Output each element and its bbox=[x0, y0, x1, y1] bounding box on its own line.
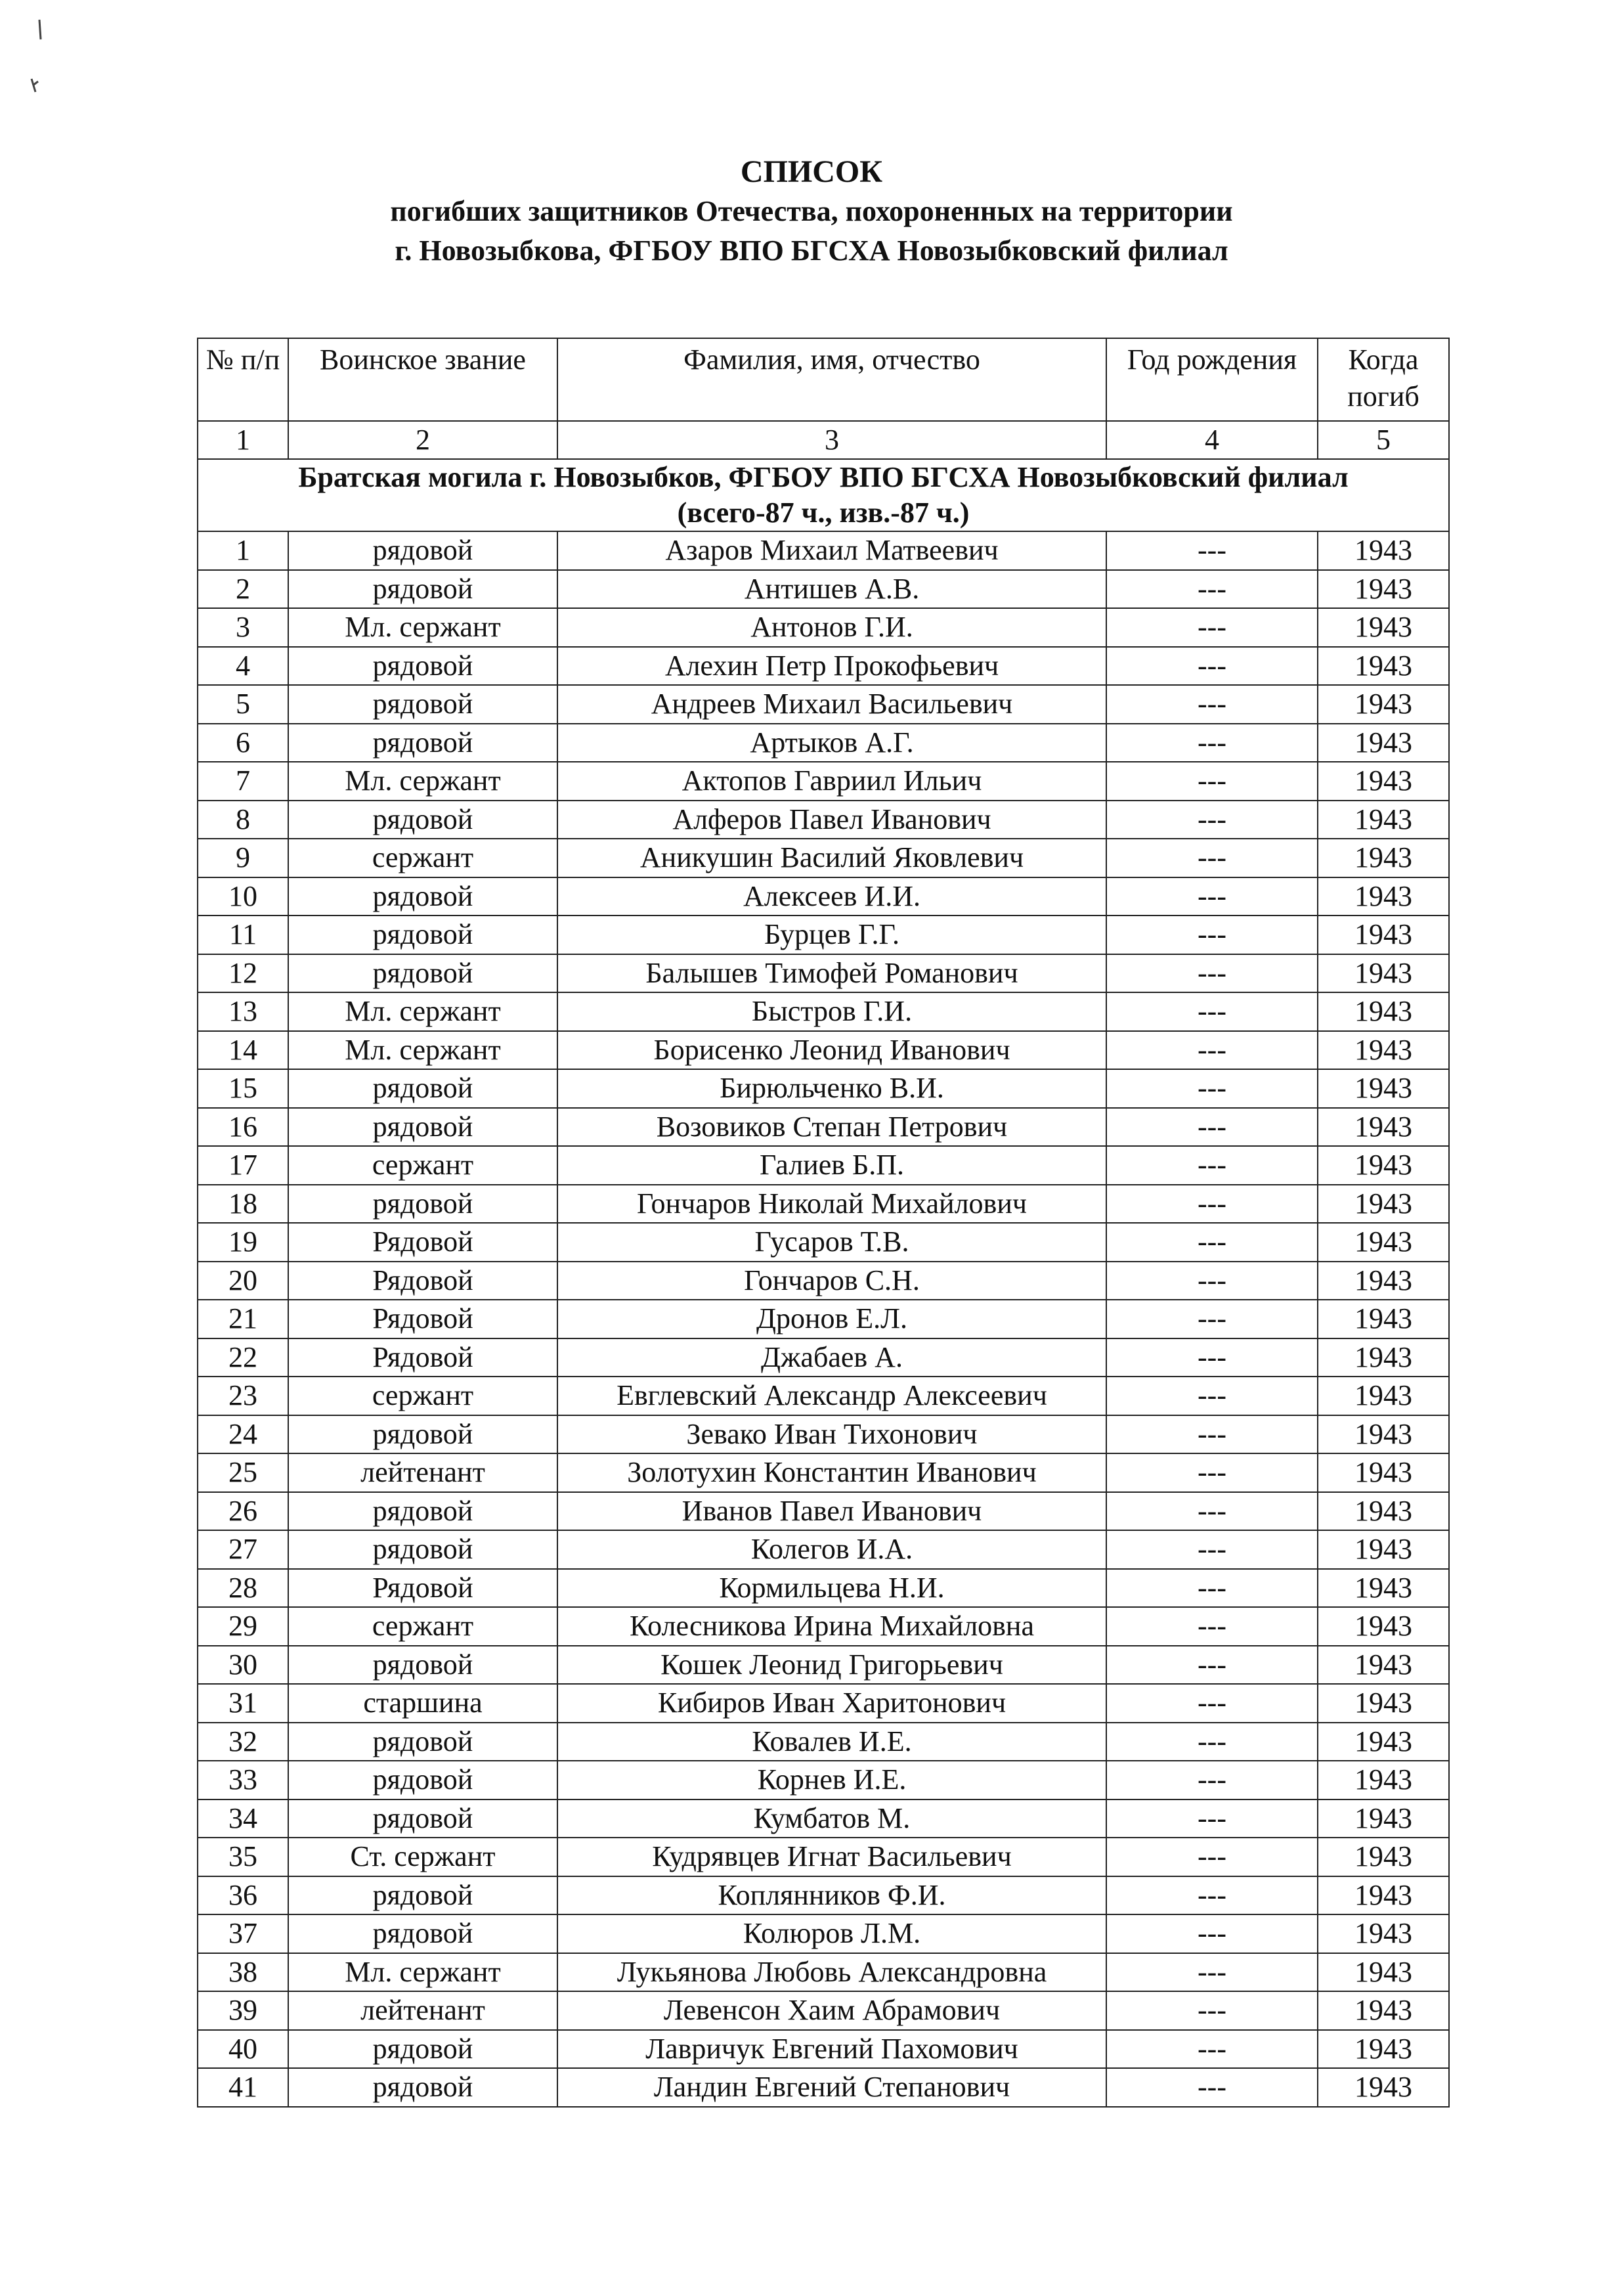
row-birth-year: --- bbox=[1106, 1799, 1318, 1838]
table-row bbox=[198, 1799, 1449, 1838]
row-birth-year: --- bbox=[1106, 1262, 1318, 1300]
row-full-name: Бирюльченко В.И. bbox=[557, 1069, 1106, 1108]
row-rank: рядовой bbox=[288, 954, 557, 993]
row-full-name: Быстров Г.И. bbox=[557, 992, 1106, 1031]
table-row bbox=[198, 1223, 1449, 1262]
row-number: 2 bbox=[198, 570, 288, 609]
row-full-name: Колесникова Ирина Михайловна bbox=[557, 1607, 1106, 1646]
table-row bbox=[198, 1069, 1449, 1108]
row-birth-year: --- bbox=[1106, 1723, 1318, 1761]
row-rank: Рядовой bbox=[288, 1338, 557, 1377]
row-rank: рядовой bbox=[288, 1069, 557, 1108]
row-rank: рядовой bbox=[288, 1646, 557, 1685]
row-birth-year: --- bbox=[1106, 1338, 1318, 1377]
row-death-year: 1943 bbox=[1318, 1799, 1449, 1838]
row-birth-year: --- bbox=[1106, 1914, 1318, 1953]
row-birth-year: --- bbox=[1106, 2068, 1318, 2107]
column-number: 4 bbox=[1106, 421, 1318, 459]
row-number: 37 bbox=[198, 1914, 288, 1953]
row-rank: рядовой bbox=[288, 2068, 557, 2107]
row-full-name: Колегов И.А. bbox=[557, 1530, 1106, 1569]
row-number: 8 bbox=[198, 801, 288, 839]
header-name: Фамилия, имя, отчество bbox=[557, 338, 1106, 421]
row-death-year: 1943 bbox=[1318, 762, 1449, 801]
row-number: 13 bbox=[198, 992, 288, 1031]
row-death-year: 1943 bbox=[1318, 1914, 1449, 1953]
row-rank: рядовой bbox=[288, 1761, 557, 1799]
table-row bbox=[198, 1377, 1449, 1415]
row-rank: рядовой bbox=[288, 1723, 557, 1761]
table-row bbox=[198, 1108, 1449, 1147]
row-death-year: 1943 bbox=[1318, 1415, 1449, 1454]
row-rank: рядовой bbox=[288, 647, 557, 686]
row-death-year: 1943 bbox=[1318, 1069, 1449, 1108]
row-birth-year: --- bbox=[1106, 1953, 1318, 1992]
row-death-year: 1943 bbox=[1318, 1953, 1449, 1992]
table-row bbox=[198, 1415, 1449, 1454]
row-rank: рядовой bbox=[288, 1799, 557, 1838]
table-row bbox=[198, 2068, 1449, 2107]
row-full-name: Лукьянова Любовь Александровна bbox=[557, 1953, 1106, 1992]
row-birth-year: --- bbox=[1106, 1031, 1318, 1070]
row-full-name: Галиев Б.П. bbox=[557, 1146, 1106, 1185]
row-death-year: 1943 bbox=[1318, 1876, 1449, 1915]
row-rank: лейтенант bbox=[288, 1991, 557, 2030]
row-full-name: Гончаров С.Н. bbox=[557, 1262, 1106, 1300]
table-row bbox=[198, 954, 1449, 993]
row-rank: Рядовой bbox=[288, 1262, 557, 1300]
row-number: 12 bbox=[198, 954, 288, 993]
row-birth-year: --- bbox=[1106, 1646, 1318, 1685]
row-full-name: Золотухин Константин Иванович bbox=[557, 1453, 1106, 1492]
row-death-year: 1943 bbox=[1318, 1492, 1449, 1531]
row-birth-year: --- bbox=[1106, 1377, 1318, 1415]
row-rank: рядовой bbox=[288, 801, 557, 839]
row-death-year: 1943 bbox=[1318, 1031, 1449, 1070]
row-birth-year: --- bbox=[1106, 1607, 1318, 1646]
row-birth-year: --- bbox=[1106, 762, 1318, 801]
row-rank: рядовой bbox=[288, 685, 557, 724]
table-row bbox=[198, 1991, 1449, 2030]
column-number: 5 bbox=[1318, 421, 1449, 459]
row-full-name: Иванов Павел Иванович bbox=[557, 1492, 1106, 1531]
row-full-name: Кумбатов М. bbox=[557, 1799, 1106, 1838]
row-number: 4 bbox=[198, 647, 288, 686]
row-number: 19 bbox=[198, 1223, 288, 1262]
table-row bbox=[198, 1146, 1449, 1185]
row-full-name: Борисенко Леонид Иванович bbox=[557, 1031, 1106, 1070]
row-number: 29 bbox=[198, 1607, 288, 1646]
table-row bbox=[198, 916, 1449, 954]
column-number: 1 bbox=[198, 421, 288, 459]
row-full-name: Корнев И.Е. bbox=[557, 1761, 1106, 1799]
row-birth-year: --- bbox=[1106, 992, 1318, 1031]
table-row bbox=[198, 1453, 1449, 1492]
row-number: 1 bbox=[198, 531, 288, 570]
row-number: 23 bbox=[198, 1377, 288, 1415]
row-full-name: Аникушин Василий Яковлевич bbox=[557, 839, 1106, 877]
row-number: 17 bbox=[198, 1146, 288, 1185]
row-death-year: 1943 bbox=[1318, 1646, 1449, 1685]
row-rank: рядовой bbox=[288, 570, 557, 609]
header-num: № п/п bbox=[198, 338, 288, 421]
title-main: СПИСОК bbox=[740, 154, 883, 189]
row-birth-year: --- bbox=[1106, 1684, 1318, 1723]
row-birth-year: --- bbox=[1106, 1876, 1318, 1915]
row-birth-year: --- bbox=[1106, 2030, 1318, 2069]
row-full-name: Евглевский Александр Алексеевич bbox=[557, 1377, 1106, 1415]
row-rank: рядовой bbox=[288, 531, 557, 570]
row-number: 26 bbox=[198, 1492, 288, 1531]
row-full-name: Кошек Леонид Григорьевич bbox=[557, 1646, 1106, 1685]
row-birth-year: --- bbox=[1106, 839, 1318, 877]
row-death-year: 1943 bbox=[1318, 1146, 1449, 1185]
row-number: 32 bbox=[198, 1723, 288, 1761]
row-rank: Рядовой bbox=[288, 1223, 557, 1262]
row-rank: сержант bbox=[288, 1146, 557, 1185]
row-number: 21 bbox=[198, 1300, 288, 1338]
table-row bbox=[198, 685, 1449, 724]
table-row bbox=[198, 801, 1449, 839]
row-number: 10 bbox=[198, 877, 288, 916]
row-death-year: 1943 bbox=[1318, 1300, 1449, 1338]
row-full-name: Дронов Е.Л. bbox=[557, 1300, 1106, 1338]
table-row bbox=[198, 1838, 1449, 1876]
table-row bbox=[198, 608, 1449, 647]
row-number: 22 bbox=[198, 1338, 288, 1377]
table-row bbox=[198, 1953, 1449, 1992]
row-full-name: Ковалев И.Е. bbox=[557, 1723, 1106, 1761]
row-death-year: 1943 bbox=[1318, 1377, 1449, 1415]
row-birth-year: --- bbox=[1106, 1185, 1318, 1224]
row-death-year: 1943 bbox=[1318, 1991, 1449, 2030]
table-row bbox=[198, 877, 1449, 916]
row-full-name: Артыков А.Г. bbox=[557, 724, 1106, 762]
table-row bbox=[198, 1914, 1449, 1953]
row-full-name: Антишев А.В. bbox=[557, 570, 1106, 609]
table-row bbox=[198, 570, 1449, 609]
row-rank: сержант bbox=[288, 839, 557, 877]
row-death-year: 1943 bbox=[1318, 801, 1449, 839]
row-number: 28 bbox=[198, 1569, 288, 1608]
section-heading-row bbox=[198, 459, 1449, 531]
row-number: 34 bbox=[198, 1799, 288, 1838]
row-death-year: 1943 bbox=[1318, 570, 1449, 609]
row-number: 11 bbox=[198, 916, 288, 954]
table-row bbox=[198, 531, 1449, 570]
row-birth-year: --- bbox=[1106, 1991, 1318, 2030]
row-number: 35 bbox=[198, 1838, 288, 1876]
row-birth-year: --- bbox=[1106, 1300, 1318, 1338]
row-full-name: Лавричук Евгений Пахомович bbox=[557, 2030, 1106, 2069]
row-number: 33 bbox=[198, 1761, 288, 1799]
row-full-name: Колюров Л.М. bbox=[557, 1914, 1106, 1953]
row-birth-year: --- bbox=[1106, 570, 1318, 609]
row-death-year: 1943 bbox=[1318, 647, 1449, 686]
row-full-name: Левенсон Хаим Абрамович bbox=[557, 1991, 1106, 2030]
row-number: 36 bbox=[198, 1876, 288, 1915]
row-death-year: 1943 bbox=[1318, 2030, 1449, 2069]
row-full-name: Алферов Павел Иванович bbox=[557, 801, 1106, 839]
row-birth-year: --- bbox=[1106, 916, 1318, 954]
table-row bbox=[198, 1530, 1449, 1569]
row-birth-year: --- bbox=[1106, 724, 1318, 762]
row-rank: Рядовой bbox=[288, 1569, 557, 1608]
row-birth-year: --- bbox=[1106, 608, 1318, 647]
column-number: 3 bbox=[557, 421, 1106, 459]
row-full-name: Актопов Гавриил Ильич bbox=[557, 762, 1106, 801]
row-birth-year: --- bbox=[1106, 1492, 1318, 1531]
row-death-year: 1943 bbox=[1318, 1607, 1449, 1646]
row-rank: сержант bbox=[288, 1377, 557, 1415]
row-death-year: 1943 bbox=[1318, 916, 1449, 954]
row-number: 3 bbox=[198, 608, 288, 647]
section-heading-line-2: (всего-87 ч., изв.-87 ч.) bbox=[677, 497, 970, 529]
row-number: 15 bbox=[198, 1069, 288, 1108]
row-full-name: Алехин Петр Прокофьевич bbox=[557, 647, 1106, 686]
scan-marks bbox=[26, 13, 66, 105]
table-row bbox=[198, 762, 1449, 801]
row-rank: старшина bbox=[288, 1684, 557, 1723]
row-death-year: 1943 bbox=[1318, 1761, 1449, 1799]
row-rank: рядовой bbox=[288, 1914, 557, 1953]
row-birth-year: --- bbox=[1106, 1838, 1318, 1876]
table-row bbox=[198, 1876, 1449, 1915]
row-rank: рядовой bbox=[288, 724, 557, 762]
header-birth-year: Год рождения bbox=[1106, 338, 1318, 421]
row-rank: рядовой bbox=[288, 1492, 557, 1531]
table-row bbox=[198, 839, 1449, 877]
row-rank: Ст. сержант bbox=[288, 1838, 557, 1876]
table-row bbox=[198, 1492, 1449, 1531]
column-number: 2 bbox=[288, 421, 557, 459]
table-row bbox=[198, 1185, 1449, 1224]
row-rank: рядовой bbox=[288, 1876, 557, 1915]
row-rank: рядовой bbox=[288, 1415, 557, 1454]
row-number: 27 bbox=[198, 1530, 288, 1569]
row-birth-year: --- bbox=[1106, 647, 1318, 686]
section-heading-line-1: Братская могила г. Новозыбков, ФГБОУ ВПО БГСХА Новозыбковский филиал bbox=[298, 461, 1349, 493]
row-full-name: Кибиров Иван Харитонович bbox=[557, 1684, 1106, 1723]
header-rank: Воинское звание bbox=[288, 338, 557, 421]
row-full-name: Балышев Тимофей Романович bbox=[557, 954, 1106, 993]
row-rank: рядовой bbox=[288, 916, 557, 954]
row-birth-year: --- bbox=[1106, 1761, 1318, 1799]
row-number: 31 bbox=[198, 1684, 288, 1723]
row-death-year: 1943 bbox=[1318, 1684, 1449, 1723]
row-number: 20 bbox=[198, 1262, 288, 1300]
row-full-name: Ландин Евгений Степанович bbox=[557, 2068, 1106, 2107]
row-death-year: 1943 bbox=[1318, 531, 1449, 570]
row-full-name: Азаров Михаил Матвеевич bbox=[557, 531, 1106, 570]
row-number: 24 bbox=[198, 1415, 288, 1454]
row-number: 6 bbox=[198, 724, 288, 762]
row-birth-year: --- bbox=[1106, 685, 1318, 724]
row-full-name: Алексеев И.И. bbox=[557, 877, 1106, 916]
row-number: 38 bbox=[198, 1953, 288, 1992]
row-rank: Мл. сержант bbox=[288, 1031, 557, 1070]
row-full-name: Зевако Иван Тихонович bbox=[557, 1415, 1106, 1454]
row-death-year: 1943 bbox=[1318, 685, 1449, 724]
row-number: 39 bbox=[198, 1991, 288, 2030]
row-full-name: Возовиков Степан Петрович bbox=[557, 1108, 1106, 1147]
row-full-name: Гончаров Николай Михайлович bbox=[557, 1185, 1106, 1224]
row-birth-year: --- bbox=[1106, 1530, 1318, 1569]
row-death-year: 1943 bbox=[1318, 1338, 1449, 1377]
row-rank: рядовой bbox=[288, 1108, 557, 1147]
row-number: 40 bbox=[198, 2030, 288, 2069]
table-row bbox=[198, 1607, 1449, 1646]
row-birth-year: --- bbox=[1106, 1108, 1318, 1147]
table-row bbox=[198, 1569, 1449, 1608]
row-number: 18 bbox=[198, 1185, 288, 1224]
table-header-row bbox=[198, 338, 1449, 421]
table-row bbox=[198, 992, 1449, 1031]
row-full-name: Бурцев Г.Г. bbox=[557, 916, 1106, 954]
row-birth-year: --- bbox=[1106, 877, 1318, 916]
row-rank: Мл. сержант bbox=[288, 762, 557, 801]
row-full-name: Кудрявцев Игнат Васильевич bbox=[557, 1838, 1106, 1876]
table-row bbox=[198, 1684, 1449, 1723]
row-number: 14 bbox=[198, 1031, 288, 1070]
row-rank: Рядовой bbox=[288, 1300, 557, 1338]
row-full-name: Коплянников Ф.И. bbox=[557, 1876, 1106, 1915]
title-line-1: погибших защитников Отечества, похороненных на территории bbox=[390, 195, 1233, 227]
row-birth-year: --- bbox=[1106, 1223, 1318, 1262]
row-rank: Мл. сержант bbox=[288, 1953, 557, 1992]
row-rank: рядовой bbox=[288, 877, 557, 916]
row-death-year: 1943 bbox=[1318, 839, 1449, 877]
table-row bbox=[198, 1761, 1449, 1799]
row-number: 9 bbox=[198, 839, 288, 877]
row-rank: рядовой bbox=[288, 1530, 557, 1569]
table-row bbox=[198, 1031, 1449, 1070]
table-row bbox=[198, 647, 1449, 686]
row-death-year: 1943 bbox=[1318, 1108, 1449, 1147]
table-row bbox=[198, 1646, 1449, 1685]
row-death-year: 1943 bbox=[1318, 1185, 1449, 1224]
row-death-year: 1943 bbox=[1318, 2068, 1449, 2107]
column-number-row bbox=[198, 421, 1449, 459]
row-rank: сержант bbox=[288, 1607, 557, 1646]
row-birth-year: --- bbox=[1106, 1569, 1318, 1608]
row-rank: Мл. сержант bbox=[288, 992, 557, 1031]
burial-list-table bbox=[197, 338, 1450, 2108]
table-row bbox=[198, 1262, 1449, 1300]
row-birth-year: --- bbox=[1106, 1069, 1318, 1108]
row-birth-year: --- bbox=[1106, 531, 1318, 570]
row-death-year: 1943 bbox=[1318, 1223, 1449, 1262]
row-death-year: 1943 bbox=[1318, 1723, 1449, 1761]
row-death-year: 1943 bbox=[1318, 1569, 1449, 1608]
title-line-2: г. Новозыбкова, ФГБОУ ВПО БГСХА Новозыбковский филиал bbox=[395, 234, 1228, 267]
row-death-year: 1943 bbox=[1318, 1453, 1449, 1492]
row-number: 30 bbox=[198, 1646, 288, 1685]
document-title bbox=[0, 152, 1623, 271]
section-heading bbox=[198, 459, 1449, 531]
row-birth-year: --- bbox=[1106, 1146, 1318, 1185]
row-full-name: Андреев Михаил Васильевич bbox=[557, 685, 1106, 724]
table-row bbox=[198, 1723, 1449, 1761]
row-rank: Мл. сержант bbox=[288, 608, 557, 647]
header-death-year: Когда погиб bbox=[1318, 338, 1449, 421]
row-death-year: 1943 bbox=[1318, 724, 1449, 762]
row-full-name: Антонов Г.И. bbox=[557, 608, 1106, 647]
row-rank: рядовой bbox=[288, 1185, 557, 1224]
row-number: 25 bbox=[198, 1453, 288, 1492]
row-death-year: 1943 bbox=[1318, 992, 1449, 1031]
row-death-year: 1943 bbox=[1318, 1530, 1449, 1569]
row-number: 5 bbox=[198, 685, 288, 724]
row-full-name: Джабаев А. bbox=[557, 1338, 1106, 1377]
table-row bbox=[198, 2030, 1449, 2069]
row-rank: рядовой bbox=[288, 2030, 557, 2069]
row-rank: лейтенант bbox=[288, 1453, 557, 1492]
table-body bbox=[198, 531, 1449, 2107]
table-row bbox=[198, 724, 1449, 762]
row-birth-year: --- bbox=[1106, 1415, 1318, 1454]
row-full-name: Кормильцева Н.И. bbox=[557, 1569, 1106, 1608]
table-row bbox=[198, 1300, 1449, 1338]
row-death-year: 1943 bbox=[1318, 608, 1449, 647]
row-birth-year: --- bbox=[1106, 1453, 1318, 1492]
row-death-year: 1943 bbox=[1318, 877, 1449, 916]
table-row bbox=[198, 1338, 1449, 1377]
row-birth-year: --- bbox=[1106, 954, 1318, 993]
row-number: 7 bbox=[198, 762, 288, 801]
row-death-year: 1943 bbox=[1318, 954, 1449, 993]
row-number: 16 bbox=[198, 1108, 288, 1147]
row-number: 41 bbox=[198, 2068, 288, 2107]
row-birth-year: --- bbox=[1106, 801, 1318, 839]
row-death-year: 1943 bbox=[1318, 1262, 1449, 1300]
row-death-year: 1943 bbox=[1318, 1838, 1449, 1876]
row-full-name: Гусаров Т.В. bbox=[557, 1223, 1106, 1262]
